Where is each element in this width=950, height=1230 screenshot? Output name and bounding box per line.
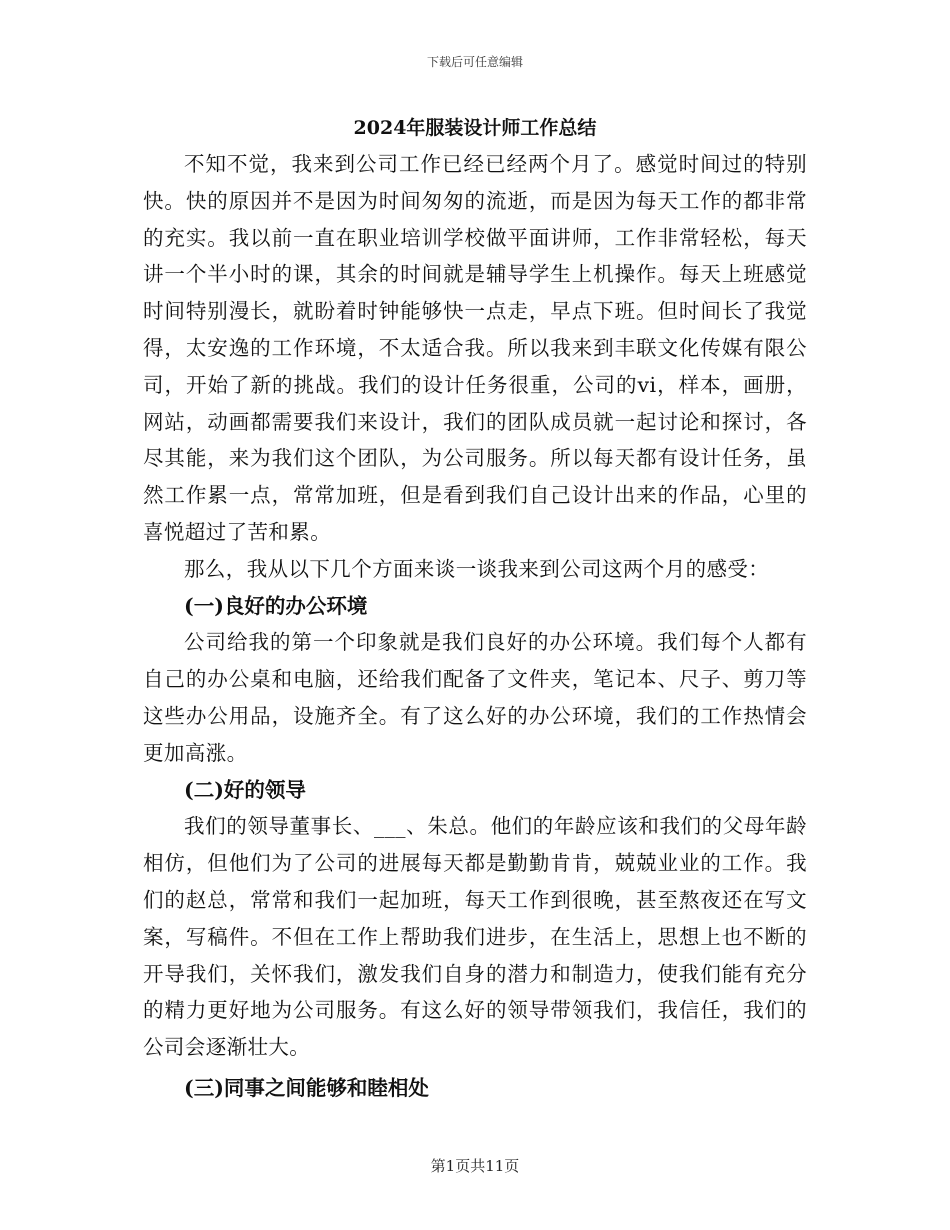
paragraph-office: 公司给我的第一个印象就是我们良好的办公环境。我们每个人都有自己的办公桌和电脑，还给我们配备了文件夹，笔记本、尺子、剪刀等这些办公用品，设施齐全。有了这么好的办公环境，我们的工作热情会更加高涨。 <box>143 630 807 765</box>
page-number: 第1页共11页 <box>430 1157 520 1175</box>
section-heading-office: (一)良好的办公环境 <box>184 593 368 618</box>
document-body <box>143 146 807 1107</box>
section-heading-colleagues: (三)同事之间能够和睦相处 <box>184 1075 429 1100</box>
section-heading-leaders: (二)好的领导 <box>184 777 306 802</box>
paragraph-transition: 那么，我从以下几个方面来谈一谈我来到公司这两个月的感受： <box>184 556 770 581</box>
document-title: 2024年服装设计师工作总结 <box>353 117 597 139</box>
paragraph-leaders: 我们的领导董事长、___、朱总。他们的年龄应该和我们的父母年龄相仿，但他们为了公司的进展每天都是勤勤肯肯，兢兢业业的工作。我们的赵总，常常和我们一起加班，每天工作到很晚，甚至熬夜还在写文案，写稿件。不但在工作上帮助我们进步，在生活上，思想上也不断的开导我们，关怀我们，激发我们自身的潜力和制造力，使我们能有充分的精力更好地为公司服务。有这么好的领导带领我们，我信任，我们的公司会逐渐壮大。 <box>143 814 807 1060</box>
header-note: 下载后可任意编辑 <box>426 55 523 69</box>
paragraph-intro: 不知不觉，我来到公司工作已经已经两个月了。感觉时间过的特别快。快的原因并不是因为时间匆匆的流逝，而是因为每天工作的都非常的充实。我以前一直在职业培训学校做平面讲师，工作非常轻松，每天讲一个半小时的课，其余的时间就是辅导学生上机操作。每天上班感觉时间特别漫长，就盼着时钟能够快一点走，早点下班。但时间长了我觉得，太安逸的工作环境，不太适合我。所以我来到丰联文化传媒有限公司，开始了新的挑战。我们的设计任务很重，公司的vi，样本，画册，网站，动画都需要我们来设计，我们的团队成员就一起讨论和探讨，各尽其能，来为我们这个团队，为公司服务。所以每天都有设计任务，虽然工作累一点，常常加班，但是看到我们自己设计出来的作品，心里的喜悦超过了苦和累。 <box>143 152 807 544</box>
